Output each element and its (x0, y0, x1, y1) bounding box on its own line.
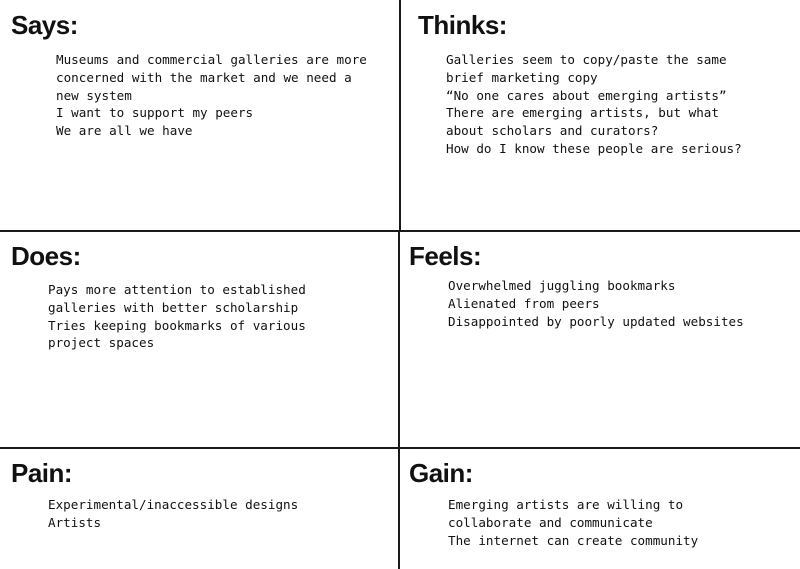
feels-item: Alienated from peers (448, 295, 600, 311)
feels-item: Disappointed by poorly updated websites (448, 313, 744, 329)
feels-title: Feels: (409, 241, 482, 271)
thinks-list (446, 51, 761, 158)
thinks-item: How do I know these people are serious? (446, 140, 742, 156)
feels-list (448, 277, 793, 330)
says-title: Says: (11, 10, 78, 40)
pain-list (48, 496, 348, 532)
says-item: Museums and commercial galleries are more concerned with the market and we need a new system (56, 52, 367, 103)
vertical-divider-top (399, 0, 401, 232)
thinks-item: There are emerging artists, but what about scholars and curators? (446, 105, 719, 139)
says-item: I want to support my peers (56, 105, 254, 121)
does-title: Does: (11, 241, 81, 271)
vertical-divider-bottom (398, 232, 400, 569)
does-list (48, 281, 338, 352)
thinks-item: “No one cares about emerging artists” (446, 87, 727, 103)
says-item: We are all we have (56, 123, 193, 139)
thinks-item: Galleries seem to copy/paste the same brief marketing copy (446, 52, 727, 85)
says-list (56, 51, 371, 140)
pain-title: Pain: (11, 458, 73, 488)
gain-item: The internet can create community (448, 532, 699, 548)
gain-item: Emerging artists are willing to collaborate and communicate (448, 497, 684, 530)
gain-list (448, 496, 718, 549)
does-item: Pays more attention to established galleries with better scholarship (48, 282, 306, 315)
horizontal-divider-upper (0, 230, 800, 232)
pain-item: Experimental/inaccessible designs (48, 497, 299, 512)
horizontal-divider-lower (0, 447, 800, 449)
does-item: Tries keeping bookmarks of various project spaces (48, 317, 306, 351)
pain-item: Artists (48, 514, 102, 530)
gain-title: Gain: (409, 458, 473, 488)
feels-item: Overwhelmed juggling bookmarks (448, 278, 676, 293)
thinks-title: Thinks: (418, 10, 507, 40)
